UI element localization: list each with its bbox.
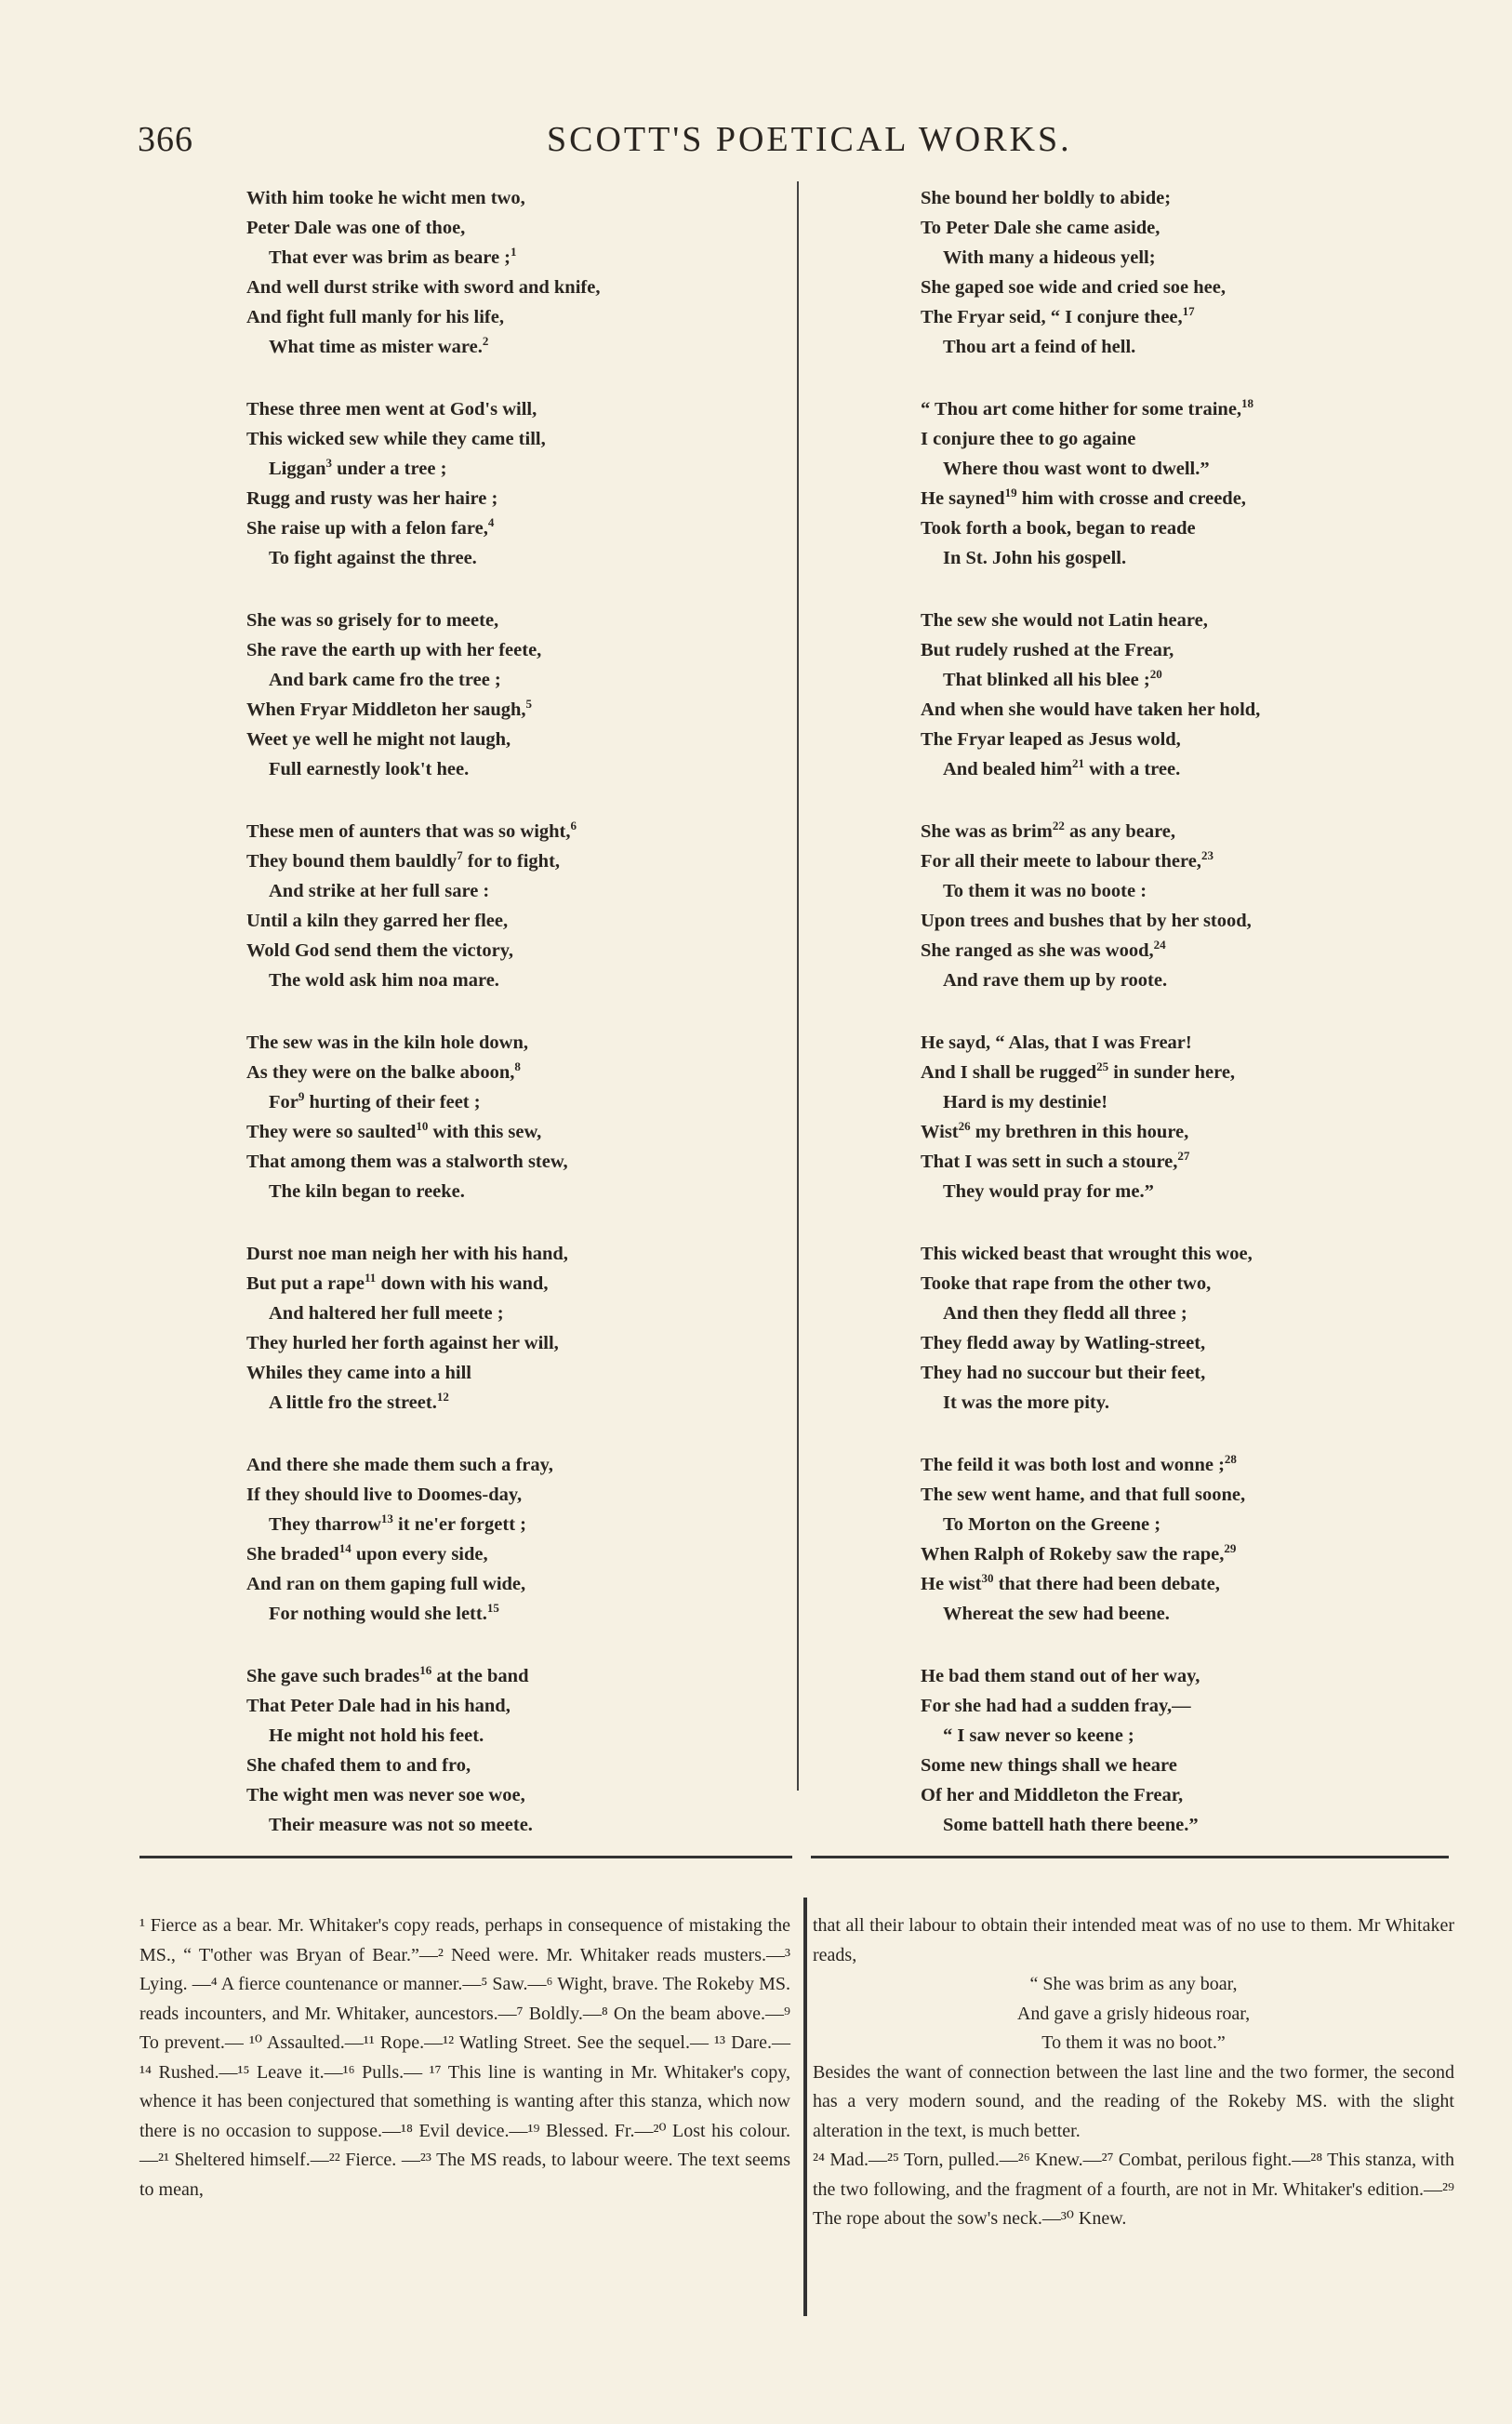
verse-text: For she had had a sudden fray,— <box>921 1696 1191 1716</box>
verse-line <box>246 1599 795 1629</box>
verse-text: When Ralph of Rokeby saw the rape, <box>921 1544 1225 1565</box>
footnote-marker: 11 <box>365 1271 377 1285</box>
verse-text: “ I saw never so keene ; <box>943 1725 1134 1746</box>
verse-text-cont: my brethren in this houre, <box>970 1122 1189 1142</box>
poem-left-column <box>246 183 795 1872</box>
verse-text: Thou art a feind of hell. <box>943 337 1136 357</box>
verse-text: And I shall be rugged <box>921 1062 1097 1083</box>
verse-line <box>246 1510 795 1539</box>
verse-text: That I was sett in such a stoure, <box>921 1152 1178 1172</box>
page-header <box>138 119 1072 166</box>
verse-line <box>921 846 1423 876</box>
verse-text: These men of aunters that was so wight, <box>246 821 571 842</box>
footnote-column-divider <box>803 1898 807 2316</box>
verse-line <box>246 332 795 362</box>
verse-line <box>246 606 795 635</box>
verse-text: He bad them stand out of her way, <box>921 1666 1200 1686</box>
verse-line <box>246 906 795 936</box>
verse-line <box>921 1780 1423 1810</box>
footnote-marker: 24 <box>1153 938 1166 952</box>
footnote-marker: 27 <box>1177 1149 1190 1164</box>
verse-text: The Fryar leaped as Jesus wold, <box>921 729 1181 750</box>
verse-text: To them it was no boote : <box>943 881 1147 901</box>
verse-line <box>921 936 1423 966</box>
footnote-marker: 4 <box>487 515 495 530</box>
footnote-marker: 6 <box>570 819 577 833</box>
footnote-marker: 9 <box>298 1089 305 1104</box>
footnote-marker: 19 <box>1004 486 1017 500</box>
verse-text: Some battell hath there beene.” <box>943 1815 1199 1835</box>
verse-text: The wold ask him noa mare. <box>269 970 499 991</box>
verse-line <box>246 695 795 725</box>
verse-line <box>921 1239 1423 1269</box>
verse-line <box>921 424 1423 454</box>
verse-text: He sayd, “ Alas, that I was Frear! <box>921 1032 1192 1053</box>
quote-line: To them it was no boot.” <box>1041 2032 1226 2053</box>
stanza <box>921 1239 1423 1418</box>
verse-line <box>921 1087 1423 1117</box>
footnote-marker: 21 <box>1071 756 1084 771</box>
stanza <box>921 1028 1423 1206</box>
footnote-marker: 22 <box>1052 819 1065 833</box>
verse-line <box>921 1751 1423 1780</box>
footnote-marker: 17 <box>1182 304 1195 319</box>
footnote-marker: 28 <box>1224 1452 1237 1467</box>
verse-line <box>246 725 795 754</box>
quote-line: And gave a grisly hideous roar, <box>1016 2003 1251 2024</box>
verse-text-cont: that there had been debate, <box>993 1574 1220 1594</box>
verse-line <box>246 635 795 665</box>
verse-line <box>246 817 795 846</box>
verse-text: And strike at her full sare : <box>269 881 490 901</box>
footnote-marker: 30 <box>981 1571 994 1586</box>
verse-line <box>921 332 1423 362</box>
verse-text: This wicked beast that wrought this woe, <box>921 1244 1253 1264</box>
verse-text: She chafed them to and fro, <box>246 1755 471 1776</box>
verse-line <box>921 1177 1423 1206</box>
verse-line <box>246 1480 795 1510</box>
verse-text: That Peter Dale had in his hand, <box>246 1696 511 1716</box>
verse-text: For all their meete to labour there, <box>921 851 1201 872</box>
verse-text: Durst noe man neigh her with his hand, <box>246 1244 568 1264</box>
verse-line <box>921 1147 1423 1177</box>
verse-text: They were so saulted <box>246 1122 417 1142</box>
verse-line <box>246 1269 795 1299</box>
footnote-marker: 15 <box>486 1601 499 1616</box>
verse-line <box>246 1177 795 1206</box>
verse-text: She was as brim <box>921 821 1053 842</box>
verse-text: Upon trees and bushes that by her stood, <box>921 911 1252 931</box>
verse-line <box>246 1117 795 1147</box>
verse-text: Peter Dale was one of thoe, <box>246 218 466 238</box>
column-divider <box>797 181 799 1791</box>
verse-text: They hurled her forth against her will, <box>246 1333 559 1353</box>
footnotes-left <box>139 1911 790 2204</box>
verse-line <box>246 1358 795 1388</box>
verse-text: And then they fledd all three ; <box>943 1303 1187 1324</box>
footnote-marker: 1 <box>511 245 517 260</box>
poem-right-column <box>921 183 1423 1872</box>
stanza <box>921 394 1423 573</box>
stanza <box>246 1661 795 1840</box>
verse-line <box>921 1480 1423 1510</box>
verse-line <box>246 966 795 995</box>
verse-text: He might not hold his feet. <box>269 1725 484 1746</box>
verse-text: She gave such brades <box>246 1666 420 1686</box>
verse-line <box>246 1691 795 1721</box>
verse-line <box>246 665 795 695</box>
stanza <box>921 1450 1423 1629</box>
verse-line <box>921 1599 1423 1629</box>
footnote-marker: 2 <box>482 334 489 349</box>
verse-text: And well durst strike with sword and knife, <box>246 277 601 298</box>
verse-line <box>246 513 795 543</box>
footnote-marker: 26 <box>958 1119 971 1134</box>
verse-line <box>921 243 1423 273</box>
verse-text: Took forth a book, began to reade <box>921 518 1196 539</box>
verse-line <box>921 1450 1423 1480</box>
verse-text: Their measure was not so meete. <box>269 1815 533 1835</box>
verse-line <box>246 1450 795 1480</box>
verse-line <box>246 302 795 332</box>
stanza <box>246 1450 795 1629</box>
verse-line <box>246 846 795 876</box>
verse-line <box>921 1358 1423 1388</box>
verse-line <box>246 454 795 484</box>
verse-text: In St. John his gospell. <box>943 548 1127 568</box>
verse-line <box>921 1810 1423 1840</box>
verse-text: To Peter Dale she came aside, <box>921 218 1161 238</box>
footnote-marker: 14 <box>338 1541 351 1556</box>
verse-line <box>921 1269 1423 1299</box>
verse-text: And bark came fro the tree ; <box>269 670 501 690</box>
verse-text: A little fro the street. <box>269 1392 437 1413</box>
verse-text-cont: with this sew, <box>428 1122 542 1142</box>
stanza <box>921 817 1423 995</box>
verse-line <box>246 754 795 784</box>
verse-text: The sew she would not Latin heare, <box>921 610 1208 631</box>
verse-line <box>921 754 1423 784</box>
verse-text: Whereat the sew had beene. <box>943 1604 1170 1624</box>
stanza <box>246 1028 795 1206</box>
footnote-marker: 20 <box>1149 667 1162 682</box>
footnote-marker: 16 <box>419 1663 432 1678</box>
verse-text: Hard is my destinie! <box>943 1092 1108 1112</box>
footnote-marker: 18 <box>1241 396 1254 411</box>
verse-line <box>246 1569 795 1599</box>
verse-text: That blinked all his blee ; <box>943 670 1150 690</box>
verse-text-cont: under a tree ; <box>332 459 447 479</box>
verse-text: Weet ye well he might not laugh, <box>246 729 511 750</box>
verse-line <box>246 273 795 302</box>
verse-text: Of her and Middleton the Frear, <box>921 1785 1184 1805</box>
verse-line <box>921 635 1423 665</box>
verse-text: “ Thou art come hither for some traine, <box>921 399 1242 420</box>
verse-text: For nothing would she lett. <box>269 1604 487 1624</box>
verse-line <box>921 1510 1423 1539</box>
verse-line <box>246 394 795 424</box>
verse-text: If they should live to Doomes-day, <box>246 1485 523 1505</box>
verse-text: And fight full manly for his life, <box>246 307 504 327</box>
footnote-text-left: ¹ Fierce as a bear. Mr. Whitaker's copy reads, perhaps in consequence of mistaking the MS., “ T'other was Bryan of Bear.”—² Need were. Mr. Whitaker reads musters.—³ Lying. —⁴ A fierce countenance or manner.—⁵ Saw.—⁶ Wight, brave. The Rokeby MS. reads incounters, and Mr. Whitaker, auncestors.—⁷ Boldly.—⁸ On the beam above.—⁹ To prevent.— ¹⁰ Assaulted.—¹¹ Rope.—¹² Watling Street. See the sequel.— ¹³ Dare.— ¹⁴ Rushed.—¹⁵ Leave it.—¹⁶ Pulls.— ¹⁷ This line is wanting in Mr. Whitaker's copy, whence it has been conjectured that something is wanting after this stanza, which now there is no occasion to suppose.—¹⁸ Evil device.—¹⁹ Blessed. Fr.—²⁰ Lost his colour.—²¹ Sheltered himself.—²² Fierce. —²³ The MS reads, to labour weere. The text seems to mean, <box>139 1915 790 2200</box>
verse-line <box>921 543 1423 573</box>
verse-line <box>246 1328 795 1358</box>
verse-line <box>921 484 1423 513</box>
verse-line <box>921 454 1423 484</box>
running-title: SCOTT'S POETICAL WORKS. <box>547 120 1072 159</box>
verse-line <box>246 1539 795 1569</box>
verse-text: Liggan <box>269 459 326 479</box>
verse-text: Where thou wast wont to dwell.” <box>943 459 1210 479</box>
verse-text: She raise up with a felon fare, <box>246 518 488 539</box>
footnote-marker: 29 <box>1224 1541 1237 1556</box>
stanza <box>921 606 1423 784</box>
verse-line <box>921 1661 1423 1691</box>
verse-text: She was so grisely for to meete, <box>246 610 499 631</box>
verse-line <box>921 1058 1423 1087</box>
verse-line <box>246 1721 795 1751</box>
verse-text-cont: at the band <box>431 1666 529 1686</box>
verse-text: I conjure thee to go againe <box>921 429 1136 449</box>
verse-line <box>246 1751 795 1780</box>
verse-text: But rudely rushed at the Frear, <box>921 640 1174 660</box>
verse-line <box>246 1810 795 1840</box>
verse-text: Full earnestly look't hee. <box>269 759 470 779</box>
verse-text: Tooke that rape from the other two, <box>921 1273 1212 1294</box>
verse-line <box>246 876 795 906</box>
verse-text: She bound her boldly to abide; <box>921 188 1172 208</box>
verse-text: As they were on the balke aboon, <box>246 1062 515 1083</box>
verse-text: And there she made them such a fray, <box>246 1455 553 1475</box>
verse-text-cont: as any beare, <box>1064 821 1176 842</box>
verse-text: Whiles they came into a hill <box>246 1363 472 1383</box>
verse-text: And bealed him <box>943 759 1072 779</box>
verse-text: The Fryar seid, “ I conjure thee, <box>921 307 1183 327</box>
verse-text: She ranged as she was wood, <box>921 940 1154 961</box>
verse-text: But put a rape <box>246 1273 365 1294</box>
verse-text: They had no succour but their feet, <box>921 1363 1206 1383</box>
footnote-marker: 25 <box>1096 1059 1109 1074</box>
footnote-marker: 13 <box>380 1512 393 1526</box>
verse-text: She rave the earth up with her feete, <box>246 640 542 660</box>
stanza <box>246 394 795 573</box>
verse-line <box>921 1721 1423 1751</box>
verse-line <box>921 1028 1423 1058</box>
footnote-commentary: Besides the want of connection between the last line and the two former, the second has a very modern sound, and the reading of the Rokeby MS. with the slight alteration in the text, is much better. <box>813 2061 1454 2141</box>
verse-text: He wist <box>921 1574 982 1594</box>
verse-text-cont: with a tree. <box>1083 759 1181 779</box>
verse-line <box>921 665 1423 695</box>
verse-text: And ran on them gaping full wide, <box>246 1574 526 1594</box>
verse-text: He sayned <box>921 488 1005 509</box>
verse-line <box>921 966 1423 995</box>
footnote-marker: 7 <box>457 848 463 863</box>
verse-text: With many a hideous yell; <box>943 247 1156 268</box>
footnote-marker: 12 <box>436 1390 449 1405</box>
verse-line <box>921 513 1423 543</box>
verse-text: They bound them bauldly <box>246 851 458 872</box>
quote-line: “ She was brim as any boar, <box>1029 1974 1238 1994</box>
stanza <box>921 1661 1423 1840</box>
verse-line <box>921 906 1423 936</box>
verse-text: Wist <box>921 1122 959 1142</box>
verse-line <box>921 1328 1423 1358</box>
verse-line <box>246 1780 795 1810</box>
verse-text-cont: in sunder here, <box>1108 1062 1236 1083</box>
verse-text-cont: hurting of their feet ; <box>304 1092 481 1112</box>
verse-line <box>921 1388 1423 1418</box>
verse-text: That ever was brim as beare ; <box>269 247 511 268</box>
verse-text: For <box>269 1092 298 1112</box>
verse-text: And rave them up by roote. <box>943 970 1168 991</box>
verse-line <box>921 394 1423 424</box>
footnote-rule-right <box>811 1856 1449 1858</box>
verse-text: She braded <box>246 1544 339 1565</box>
verse-text-cont: it ne'er forgett ; <box>392 1514 526 1535</box>
verse-text: They tharrow <box>269 1514 381 1535</box>
verse-text: To Morton on the Greene ; <box>943 1514 1161 1535</box>
verse-text: What time as mister ware. <box>269 337 483 357</box>
verse-text: When Fryar Middleton her saugh, <box>246 699 526 720</box>
footnotes-right <box>813 1911 1454 2234</box>
verse-line <box>921 1539 1423 1569</box>
verse-line <box>246 183 795 213</box>
verse-text: That among them was a stalworth stew, <box>246 1152 568 1172</box>
verse-line <box>246 243 795 273</box>
verse-text: She gaped soe wide and cried soe hee, <box>921 277 1226 298</box>
verse-line <box>921 1117 1423 1147</box>
footnote-marker: 5 <box>525 697 533 712</box>
stanza <box>246 817 795 995</box>
verse-line <box>921 213 1423 243</box>
verse-line <box>246 484 795 513</box>
verse-text: The sew was in the kiln hole down, <box>246 1032 529 1053</box>
footnote-rule-left <box>139 1856 792 1858</box>
verse-line <box>921 695 1423 725</box>
verse-line <box>921 1569 1423 1599</box>
verse-text: The feild it was both lost and wonne ; <box>921 1455 1225 1475</box>
verse-line <box>921 1691 1423 1721</box>
verse-line <box>246 1087 795 1117</box>
verse-line <box>246 1058 795 1087</box>
verse-text: They would pray for me.” <box>943 1181 1154 1202</box>
verse-text-cont: him with crosse and creede, <box>1016 488 1246 509</box>
stanza <box>246 606 795 784</box>
verse-line <box>246 1661 795 1691</box>
verse-text: And haltered her full meete ; <box>269 1303 504 1324</box>
footnote-quote <box>813 1970 1454 2058</box>
verse-text: Wold God send them the victory, <box>246 940 514 961</box>
stanza <box>246 183 795 362</box>
verse-line <box>921 302 1423 332</box>
verse-text-cont: down with his wand, <box>376 1273 549 1294</box>
verse-line <box>246 1147 795 1177</box>
footnote-intro: that all their labour to obtain their intended meat was of no use to them. Mr Whitaker reads, <box>813 1915 1454 1965</box>
verse-line <box>246 1299 795 1328</box>
verse-text: To fight against the three. <box>269 548 477 568</box>
verse-line <box>246 936 795 966</box>
page-number: 366 <box>138 120 193 159</box>
footnote-marker: 3 <box>325 456 333 471</box>
verse-line <box>921 183 1423 213</box>
verse-text-cont: for to fight, <box>462 851 561 872</box>
verse-text-cont: upon every side, <box>351 1544 488 1565</box>
verse-text: This wicked sew while they came till, <box>246 429 546 449</box>
verse-text: The wight men was never soe woe, <box>246 1785 525 1805</box>
verse-line <box>246 543 795 573</box>
verse-line <box>246 1239 795 1269</box>
verse-text: With him tooke he wicht men two, <box>246 188 525 208</box>
verse-line <box>921 273 1423 302</box>
verse-line <box>246 1388 795 1418</box>
stanza <box>921 183 1423 362</box>
verse-line <box>246 1028 795 1058</box>
verse-line <box>921 1299 1423 1328</box>
footnote-text-right: ²⁴ Mad.—²⁵ Torn, pulled.—²⁶ Knew.—²⁷ Combat, perilous fight.—²⁸ This stanza, with the two following, and the fragment of a fourth, are not in Mr. Whitaker's edition.—²⁹ The rope about the sow's neck.—³⁰ Knew. <box>813 2150 1454 2229</box>
verse-line <box>246 213 795 243</box>
verse-text: Rugg and rusty was her haire ; <box>246 488 498 509</box>
verse-text: And when she would have taken her hold, <box>921 699 1261 720</box>
verse-text: Some new things shall we heare <box>921 1755 1177 1776</box>
verse-text: Until a kiln they garred her flee, <box>246 911 509 931</box>
verse-text: They fledd away by Watling-street, <box>921 1333 1206 1353</box>
verse-text: It was the more pity. <box>943 1392 1109 1413</box>
verse-line <box>921 606 1423 635</box>
verse-line <box>921 725 1423 754</box>
stanza <box>246 1239 795 1418</box>
verse-line <box>921 876 1423 906</box>
footnote-marker: 10 <box>416 1119 429 1134</box>
verse-text: The kiln began to reeke. <box>269 1181 465 1202</box>
verse-line <box>921 817 1423 846</box>
verse-text: These three men went at God's will, <box>246 399 537 420</box>
footnote-marker: 8 <box>514 1059 521 1074</box>
verse-text: The sew went hame, and that full soone, <box>921 1485 1246 1505</box>
footnote-marker: 23 <box>1200 848 1214 863</box>
verse-line <box>246 424 795 454</box>
